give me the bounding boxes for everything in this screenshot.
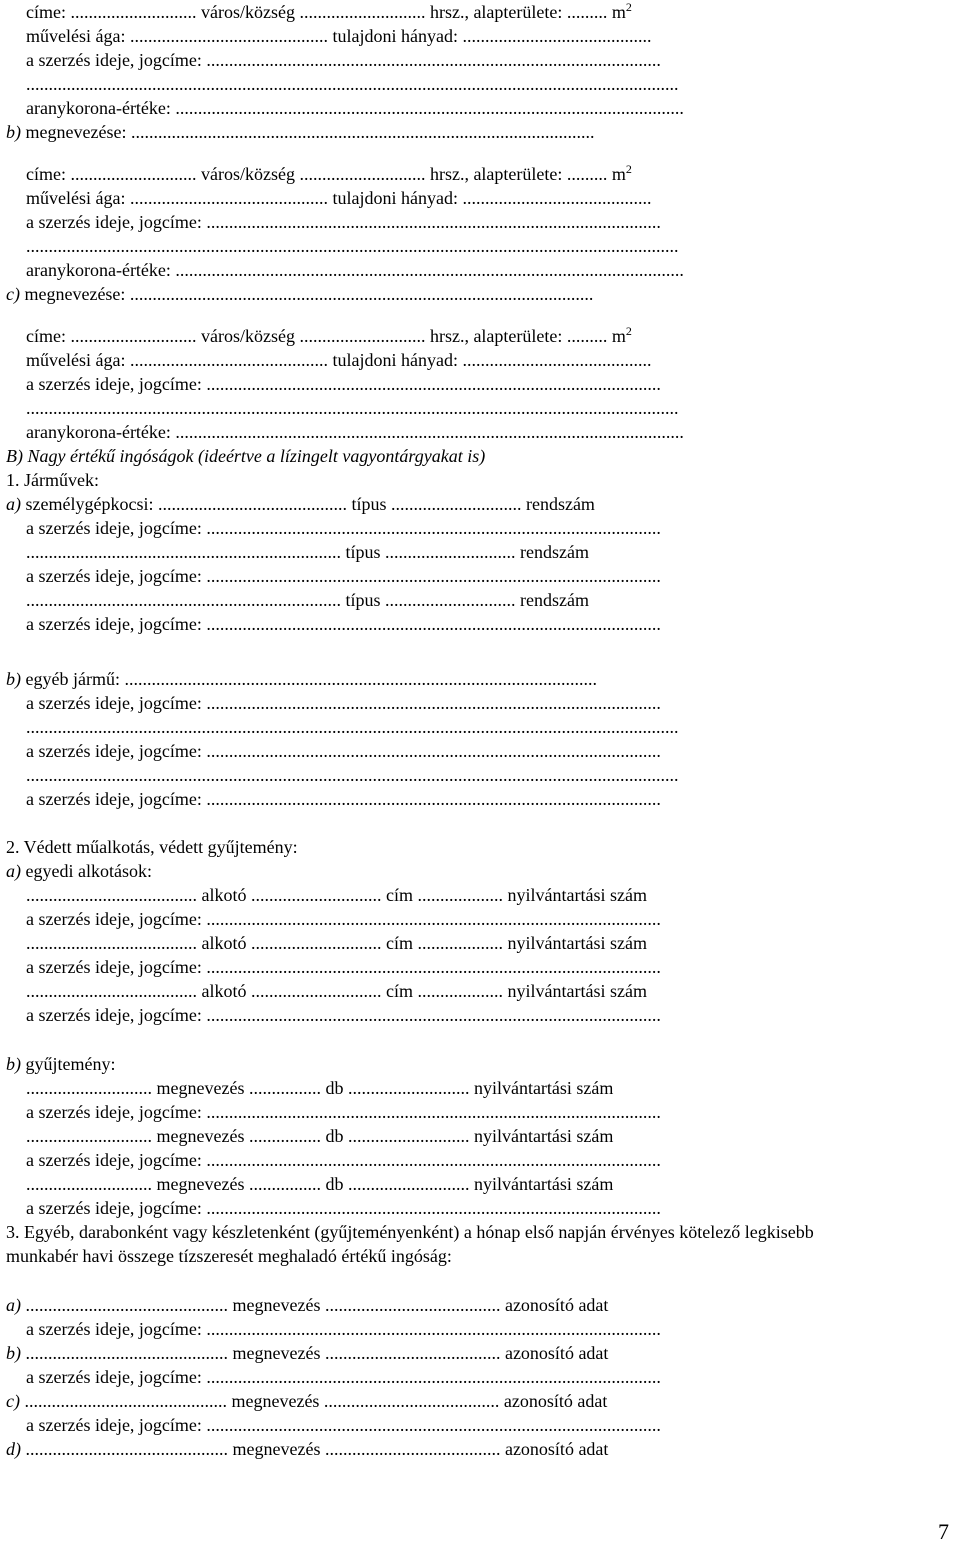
form-line [26,1124,613,1148]
form-line [26,72,679,96]
form-line [6,1437,608,1461]
line-text: címe: ............................ város/község ............................ hrsz., alapterülete: ......... m [26,326,626,346]
form-line [6,1052,115,1076]
line-text: a szerzés ideje, jogcíme: ..................................................................................................... [26,374,661,394]
form-line [26,691,661,715]
form-line [26,787,661,811]
line-text: a szerzés ideje, jogcíme: ..................................................................................................... [26,1198,661,1218]
line-text: ............................ megnevezés ................ db ........................... nyilvántartási szám [26,1174,614,1194]
line-text: gyűjtemény: [21,1054,116,1074]
line-text: a szerzés ideje, jogcíme: ..................................................................................................... [26,909,661,929]
form-line [26,186,651,210]
form-line [26,1100,661,1124]
form-line [26,96,684,120]
item-marker: b) [6,669,21,689]
line-text: művelési ága: ............................................ tulajdoni hányad: .......................................... [26,26,652,46]
form-line [6,120,594,144]
line-text: művelési ága: ............................................ tulajdoni hányad: .......................................... [26,188,652,208]
line-text: a szerzés ideje, jogcíme: ..................................................................................................... [26,566,661,586]
item-marker: b) [6,122,21,142]
form-line [6,492,595,516]
form-line [26,258,684,282]
form-line [26,1413,661,1437]
form-line [6,444,485,468]
form-line [26,162,632,186]
form-line [26,763,679,787]
form-line [26,564,661,588]
item-marker: a) [6,861,21,881]
line-text: ............................ megnevezés ................ db ........................... nyilvántartási szám [26,1126,614,1146]
form-line [6,1244,452,1268]
line-text: ................................................................................................................................................. [26,765,679,785]
form-line [26,931,647,955]
page-number: 7 [938,1519,949,1544]
form-line [6,835,298,859]
line-text: címe: ............................ város/község ............................ hrsz., alapterülete: ......... m [26,2,626,22]
line-text: aranykorona-értéke: ................................................................................................................. [26,422,684,442]
superscript: 2 [625,162,632,176]
form-line [26,1317,661,1341]
line-text: egyéb jármű: ......................................................................................................... [21,669,597,689]
line-text: ............................ megnevezés ................ db ........................... nyilvántartási szám [26,1078,614,1098]
line-text: ................................................................................................................................................. [26,74,679,94]
form-line [26,1148,661,1172]
line-text: a szerzés ideje, jogcíme: ..................................................................................................... [26,957,661,977]
form-line [6,282,593,306]
item-marker: a) [6,494,21,514]
form-line [26,24,651,48]
line-text: a szerzés ideje, jogcíme: ..................................................................................................... [26,50,661,70]
item-marker: b) [6,1054,21,1074]
form-line [6,468,99,492]
form-line [26,1365,661,1389]
form-line [6,1341,608,1365]
line-text: ...................................... alkotó ............................. cím ................... nyilvántartási szám [26,885,647,905]
line-text: a szerzés ideje, jogcíme: ..................................................................................................... [26,1415,661,1435]
line-text: ...................................................................... típus ............................. rendszám [26,542,589,562]
form-line [26,420,684,444]
form-line [26,372,661,396]
form-line [26,1076,613,1100]
form-line [26,979,647,1003]
form-line [6,1293,608,1317]
line-text: ............................................. megnevezés ....................................... azonosító adat [21,1343,609,1363]
line-text: ............................................. megnevezés ....................................... azonosító adat [19,1391,608,1411]
form-line [6,859,152,883]
line-text: a szerzés ideje, jogcíme: ..................................................................................................... [26,1005,661,1025]
form-line [26,883,647,907]
form-line [6,1220,814,1244]
superscript: 2 [625,0,632,14]
form-line [26,348,651,372]
item-marker: c) [6,1391,20,1411]
line-text: megnevezése: ....................................................................................................... [21,122,595,142]
line-text: B) Nagy értékű ingóságok (ideértve a lízingelt vagyontárgyakat is) [6,446,486,466]
form-line [26,210,661,234]
line-text: a szerzés ideje, jogcíme: ..................................................................................................... [26,1102,661,1122]
line-text: aranykorona-értéke: ................................................................................................................. [26,98,684,118]
line-text: ................................................................................................................................................. [26,236,679,256]
form-line [26,1172,613,1196]
line-text: ................................................................................................................................................. [26,398,679,418]
line-text: a szerzés ideje, jogcíme: ..................................................................................................... [26,1150,661,1170]
line-text: a szerzés ideje, jogcíme: ..................................................................................................... [26,789,661,809]
line-text: a szerzés ideje, jogcíme: ..................................................................................................... [26,518,661,538]
line-text: egyedi alkotások: [21,861,152,881]
item-marker: b) [6,1343,21,1363]
form-line [26,396,679,420]
form-line [26,234,679,258]
line-text: ...................................... alkotó ............................. cím ................... nyilvántartási szám [26,981,647,1001]
form-line [26,715,679,739]
line-text: 2. Védett műalkotás, védett gyűjtemény: [6,837,298,857]
line-text: ................................................................................................................................................. [26,717,679,737]
line-text: a szerzés ideje, jogcíme: ..................................................................................................... [26,614,661,634]
line-text: ...................................................................... típus ............................. rendszám [26,590,589,610]
line-text: művelési ága: ............................................ tulajdoni hányad: .......................................... [26,350,652,370]
item-marker: c) [6,284,20,304]
form-line [26,540,589,564]
line-text: a szerzés ideje, jogcíme: ..................................................................................................... [26,693,661,713]
form-line [26,955,661,979]
line-text: 3. Egyéb, darabonként vagy készletenként (gyűjteményenként) a hónap első napján érvényes kötelező legkisebb [6,1222,814,1242]
form-line [26,739,661,763]
form-line [6,667,597,691]
line-text: megnevezése: ....................................................................................................... [19,284,594,304]
item-marker: d) [6,1439,21,1459]
item-marker: a) [6,1295,21,1315]
form-line [26,588,589,612]
line-text: a szerzés ideje, jogcíme: ..................................................................................................... [26,741,661,761]
form-line [26,324,632,348]
form-line [26,1003,661,1027]
form-line [26,516,661,540]
line-text: ...................................... alkotó ............................. cím ................... nyilvántartási szám [26,933,647,953]
line-text: címe: ............................ város/község ............................ hrsz., alapterülete: ......... m [26,164,626,184]
line-text: ............................................. megnevezés ....................................... azonosító adat [21,1439,609,1459]
form-line [26,48,661,72]
line-text: aranykorona-értéke: ................................................................................................................. [26,260,684,280]
line-text: a szerzés ideje, jogcíme: ..................................................................................................... [26,1367,661,1387]
line-text: a szerzés ideje, jogcíme: ..................................................................................................... [26,212,661,232]
line-text: személygépkocsi: .......................................... típus ............................. rendszám [21,494,595,514]
superscript: 2 [625,324,632,338]
line-text: 1. Járművek: [6,470,99,490]
form-line [26,907,661,931]
form-line [26,612,661,636]
form-line [6,1389,607,1413]
line-text: a szerzés ideje, jogcíme: ..................................................................................................... [26,1319,661,1339]
form-line [26,1196,661,1220]
line-text: ............................................. megnevezés ....................................... azonosító adat [21,1295,609,1315]
form-line [26,0,632,24]
line-text: munkabér havi összege tízszeresét meghaladó értékű ingóság: [6,1246,452,1266]
